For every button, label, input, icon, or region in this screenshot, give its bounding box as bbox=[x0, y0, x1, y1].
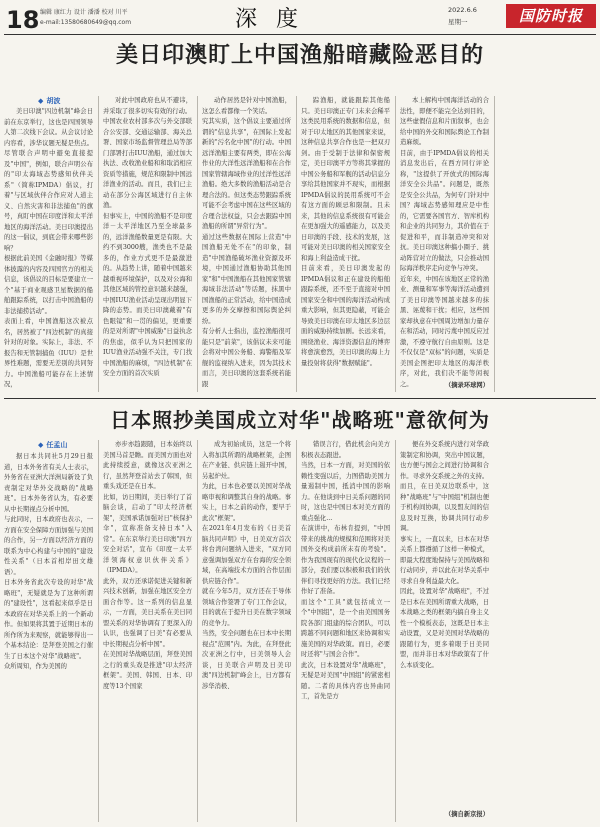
column-divider bbox=[296, 96, 297, 392]
column-divider bbox=[494, 96, 495, 392]
staff-credits: 编辑 康红力 设计 潘潘 校对 川平 bbox=[40, 9, 128, 16]
article2-column-4: 错误言行，借此机会向美方积极表态跟进。 当然，日本一方面，对美国的依赖性变强以后，力图借助美国力量遏制中国，抵消中国的影响力。在他谈到中日关系问题的同时，这也是中国日本对美方面的重点强化... 在演讲中，布林肯提到，"中国带来的挑战的规模和范围将对美国外交构成前所未有的考验"。作为我国现有的现代化议程的一部分，我们要以积极和我们的伙伴们寻找更好的方法。我们已经作好了准备。 而这个"工具"就包括成立一个"中国组"，是一个由美国国务院各部门组建的综合团队，可以跨越不同问题和地区来协调和实施美国的对华政策。而日，必要时还将"与国会合作"。 此次，日本设置对华"战略班"，无疑是对美国"中国组"的紧密相随。二者的具体内容也异曲同工，首先是方 bbox=[301, 441, 390, 700]
article1-byline bbox=[38, 96, 60, 106]
issue-date: 2022.6.6 bbox=[448, 6, 477, 14]
article1-author: 胡波 bbox=[46, 97, 61, 105]
byline-star-icon: ◆ bbox=[38, 97, 44, 105]
column-divider bbox=[98, 96, 99, 392]
newspaper-logo: 国防时报 bbox=[506, 4, 596, 28]
article2-source-credit: （摘自新京报） bbox=[444, 811, 489, 818]
column-divider bbox=[197, 96, 198, 392]
article1-column-5: 本上解构中国海洋活动的合法性，即便不能完全达到目的，这些虚假信息和片面叙事，也会给中国的外交和国际舆论工作制造麻烦。 目前，由于IPMDA倡议的相关消息发出后，在西方同行评论称，"这提供了开放式的国际海洋安全公共品"。问题是，既然是安全公共品，为何专门针对中国？海域态势感知理应是中性的，它需要各国官方、智库机构和企业的共同努力，其价值在于促进和平，而非制造冲突和对抗。美日印澳这种搞小圈子、挑动阵营对立的做法，只会推动国际海洋秩序走向竞争与冲突。 近年来，中国在该地区正常的渔业、测量和军事等海洋活动遭到了美日印澳等国越来越多的抹黑、诬蔑和干扰；相应，这些国家却执意在中国周边增加力量存在和活动，同时污蔑中国反应过激，不遵守航行自由原则。这是不仅仅是"双标"的问题，实质是美国企图把印太地区的海洋秩序，对此，我们决不能等闲视之。 bbox=[400, 97, 489, 388]
article2-column-2: 亦步亦趋跟随，日本始终以美国马首是瞻。而美国方面也对此持续授意，就像这次亚洲之行，虽然拜登首站去了韩国，但重头戏还是在日本。 比如，访日期间，美日举行了首脑会谈，启动了"印太经济框架"，美国承诺加强对日"核保护伞"，宣称准备支持日本"入常"。在东京举行美日印澳"四方安全对话"，宣布《印度－太平洋领海权意识伙伴关系》（IPMDA）。 此外，双方还承诺促进关键和新兴技术创新，加强在地区安全方面合作等。这一系列的信息显示，一方面，美日关系在美日同盟关系的对华协调有了更深入的认识，也强调了日美"有必要从中长期视点分析中国"。 在美国对华战略层面，拜登美国之行的重头戏是推进"印太经济框架"。美国、韩国、日本、印度等13个国家 bbox=[103, 441, 192, 690]
article2-headline: 日本照抄美国成立对华"战略班"意欲何为 bbox=[110, 408, 490, 432]
page-header bbox=[0, 0, 600, 38]
article2-author: 任孟山 bbox=[46, 441, 68, 449]
column-divider bbox=[395, 440, 396, 822]
column-divider bbox=[197, 440, 198, 822]
article2-column-5: 便在外交系统内进行对华政策制定和协调，突出中国议题，也方便与国会之间进行协调和合作。寻求外交系统之外的支持。 而且，在日美双边联系中，这种"战略班"与"中国组"机制也便于机构间协调，以及盟友间的信息及时互换，协调共同行动步调。 事实上，一直以来，日本在对华关系上都遵循了这样一种模式，即最大程度地保持与美国战略和行动同步，并以此在对华关系中寻求自身利益最大化。 因此，设置对华"战略班"，不过是日本在美国所谓重大战略，日本战略之类的框架内搞自身主义性一个模板表态，这既是日本主动设置，又是对美国对华战略的跟随行为，更多着眼于日美同盟，而并非日本对华政策有了什么本质变化。 bbox=[400, 441, 489, 669]
header-divider bbox=[4, 34, 596, 35]
section-title: 深 度 bbox=[235, 7, 304, 32]
article1-column-4: 踪渔船，就能跟踪其他船只。美日印澳正专门未来会稀平这类民用系统的数据和信息，但对于印太地区的其他国家来说，这种信息共享合作也是一把双刃剑。由于受制于法律和保密规定，美日印澳平方等将其掌握的中国公务船和军舰的活动信息分享给其他国家并不现实，而根据IPMDA倡议的民用系统可不会有这方面的顾忌和限制。且未来，其他的信息系统很有可能会在更加强大的遥感能力，以及美日印澳的手段、技术的发展，这可能对美日印澳的相关国家安全和海上利益造成干扰。 目前来看，美日印澳发起的IPMDA倡议和正在建设的船舶跟踪系统，还不至于直接对中国国家安全和中国的海洋活动构成重大影响，但其更隐蔽，可能会导致美日印澳在印太地区多边层面的威胁持续加剧。长远来看，围绕渔业、海洋资源信息的博弈将愈演愈烈，美日印澳的海上力量投射将获得"数据赋能"。 bbox=[301, 97, 390, 367]
column-divider bbox=[296, 440, 297, 822]
article-divider bbox=[4, 398, 596, 399]
article1-source-credit: （摘录环球网） bbox=[444, 382, 489, 389]
contact-email: e-mail:13580680649@qq.com bbox=[40, 19, 132, 26]
article1-column-1: 美日印澳"四边机制"峰会日前在东京举行，这也是四国领导人第二次线下会议。从会议讨论内容看，涉华议题无疑是焦点。尽管联合声明中避免直接提及"中国"，例如，联合声明公布的"印太海域态势感知伙伴关系"（简称IPMDA）倡议，打着"与区域伙伴合作应对人道主义、自然灾害和非法捕鱼"的旗号，真盯中国在印度洋和太平洋地区的海洋活动。美日印澳提出的这一倡议，到底会带来哪些影响？ 根据此前美国《金融时报》等媒体披露的内容及四国官方的相关信息，该倡议的目标是要建立一个"基于商业观感卫星数据的船舶跟踪系统，以打击中国渔船的非法捕捞活动"。 表面上看，中国渔船这次被点名，居然被了"四边机制"的真接针对的对象。实际上，非法、不报告和无管制捕鱼（IUU）是世界性难题，需要无差别的共同努力。中国渔船可能存在上述情况， bbox=[4, 108, 93, 388]
article2-column-3: 成为初始成员，这是一个将入将加其所谓的战略框架，企图在产业链、供应链上遏开中国，另起炉灶。 为此，日本也必要以美国对华战略审视和调整其自身的战略。事实上，日本之前的动作，要早于此次"框架"。 在2021年4月发布的《日美首脑共同声明》中，日美双方首次将台湾问题纳入进来，"双方同意强调加强双方在台海的安全领域，在高端技术方面的合作层面供应链合作"。 就在今年5月，双方还在于导体领域合作签署了专门工作会议，目的就在于提升日美在数字领域的竞争力。 当然，安全问题也在日本中长期视点"范围"内。为此，在拜登此次亚洲之行中，日美领导人会谈，日美联合声明及日美印澳"四边机制"峰会上，日方都有涉华消极、 bbox=[202, 441, 291, 690]
page-number: 18 bbox=[6, 6, 40, 34]
article2-byline bbox=[38, 440, 67, 450]
article2-column-1: 据日本共同社5月29日报道，日本外务省有关人士表示，外务省在亚洲大洋洲局新设了负责制定对华外交战略的"战略班"。日本外务省认为，有必要从中长期视点分析中国。 与此同时，日本政府也表示，一方面在安全保障方面加强与美国的合作，另一方面以经济方面的联系为中心构建与中国的"建设性关系"（日本首相岸田文雄语）。 日本外务省此次专设的对华"战略班"，无疑就是为了这种所谓的"建设性"，这看起来似乎是日本政府在对华关系上的一个新动作。但如果将其置于近期日本的所作所为来观察，就能够得出一个基本结论：是拜登美国之行催生了日本这个对华"战略班"。 众所周知，作为美国的 bbox=[4, 453, 93, 670]
article1-column-2: 对此中国政府也从不避讳，并采取了很多切实有效的行动。 中国农业农村部多次与外交部联合公安部、交通运输部、海关总署、国家市场监督管理总局等部门部署打击IUU渔船，通过加大执法、改收渔业船和和取消相应资质等措施，规范和限制中国远洋渔业的活动。而且，我们已主动在部分公海区域进行自主休渔。 但事实上，中国的渔船不是印度洋－太平洋地区乃至全球最多的，远洋渔船数量更是有限。大约不到3000艘，渔类也不是最多的，作业方式更不是最激进的。从趋势上讲，随着中国越来越重视环境保护，以及对公海和其他区域的管控意识越来越强，中国IUU渔业活动呈现出明显下降的态势。而美日印澳戴着"有色眼镜"和一贯的偏见，更重要的是对所谓"中国威胁"日益执念的焦虑，似乎认为只把国家的IUU渔业活动强不关注，专门找中国渔船的麻烦，"四边机制"在安全方面的首次实质 bbox=[103, 97, 192, 377]
article1-column-3: 动作居然是针对中国渔船，这怎么看都像一个笑话。 究其实质，这个倡议主要通过所谓的"信息共享"，在国际上发起新的"污名化中国"的行动。中国远洋渔船主要有两类，即在公海作业的大洋性远洋渔船和在合作国家管辖海域作业的过洋性远洋渔船。绝大多数的渔船活动是合理合法的。但这类态势跟踪系统可能不会考虑中国在这些区域的合理合法权益，只会去跟踪中国渔船的所谓"异常行为"。 通过这些数据在国际上营造"中国渔船无处不在"的印象，制造"中国渔船破坏渔业资源及环境，中国通过渔船协助其他国家"和"中国渔船在其他国家管辖海域非法活动"等话题，抹黑中国渔船的正常活动，给中国造成更多的外交摩擦和国际舆论纠纷。 有分析人士指出，监控渔船很可能只是"前菜"，该倡议未来可能会将对中国公务船、海警船及军舰的监视纳入进来，因为其技术而言，美日印澳的这套系统若能跟 bbox=[202, 97, 291, 388]
byline-star-icon: ◆ bbox=[38, 441, 44, 449]
column-divider bbox=[395, 96, 396, 392]
issue-weekday: 星期一 bbox=[448, 18, 468, 26]
column-divider bbox=[98, 440, 99, 822]
article1-headline: 美日印澳盯上中国渔船暗藏险恶目的 bbox=[115, 43, 484, 68]
